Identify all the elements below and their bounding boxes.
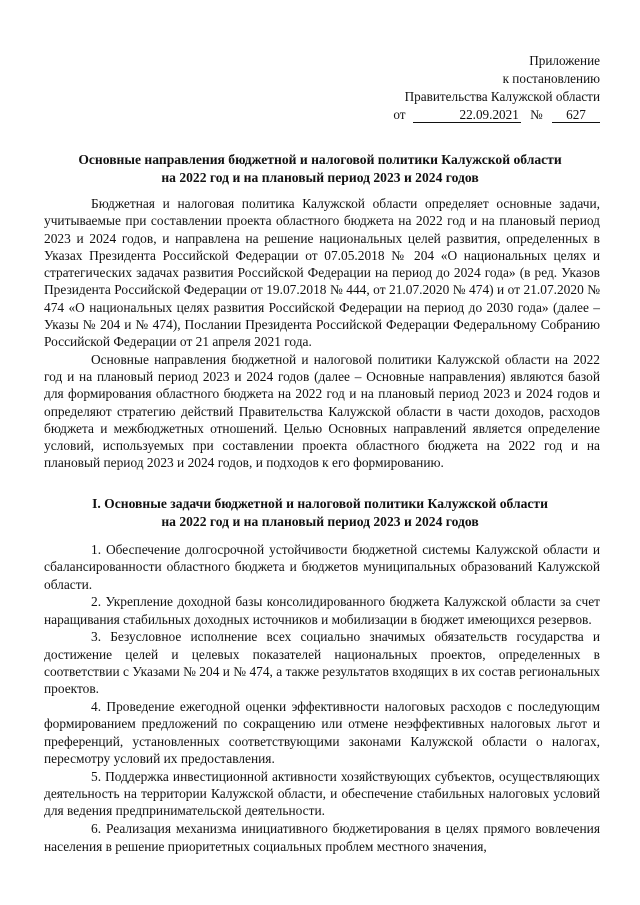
section-heading: [44, 495, 596, 531]
task-item: 1. Обеспечение долгосрочной устойчивости бюджетной системы Калужской области и сбалансированности областного бюджета и бюджетов муниципальных образований Калужской области.: [44, 542, 600, 592]
section-heading-line1: I. Основные задачи бюджетной и налоговой политики Калужской области: [92, 496, 548, 511]
intro-section: [44, 195, 600, 472]
appendix-label: Приложение: [529, 53, 600, 68]
task-item: 2. Укрепление доходной базы консолидированного бюджета Калужской области за счет наращивания стабильных доходных источников и мобилизации в бюджет имеющихся резервов.: [44, 594, 600, 627]
document-title-line1: Основные направления бюджетной и налоговой политики Калужской области: [78, 152, 562, 167]
task-item: 3. Безусловное исполнение всех социально значимых обязательств государства и достижение целей и целевых показателей национальных проектов, определенных в соответствии с Указами № 204 и № 474, а также результатов входящих в их состав региональных проектов.: [44, 629, 600, 697]
appendix-block: [393, 52, 600, 124]
intro-paragraph-1: Бюджетная и налоговая политика Калужской области определяет основные задачи, учитываемые при составлении проекта областного бюджета на 2022 год и на плановый период 2023 и 2024 годов, и направлена на решение национальных целей развития, определенных в Указах Президента Российской Федерации от 07.05.2018 № 204 «О национальных целях и стратегических задачах развития Российской Федерации на период до 2024 года» (в ред. Указов Президента Российской Федерации от 19.07.2018 № 444, от 21.07.2020 № 474) и от 21.07.2020 № 474 «О национальных целях развития Российской Федерации на период до 2030 года» (далее – Указы № 204 и № 474), Послании Президента Российской Федерации Федеральному Собранию Российской Федерации от 21 апреля 2021 года.: [44, 196, 600, 350]
task-item: 6. Реализация механизма инициативного бюджетирования в целях прямого вовлечения населения в решение приоритетных социальных проблем местного значения,: [44, 821, 600, 854]
task-item: 4. Проведение ежегодной оценки эффективности налоговых расходов с последующим формированием предложений по сокращению или отмене неэффективных налоговых льгот и преференций, установленных соответствующими законами Калужской области о налогах, пересмотру условий их предоставления.: [44, 699, 600, 767]
task-item: 5. Поддержка инвестиционной активности хозяйствующих субъектов, осуществляющих деятельность на территории Калужской области, и обеспечение стабильных налоговых условий для ведения предпринимательской деятельности.: [44, 768, 600, 819]
document-title-line2: на 2022 год и на плановый период 2023 и 2024 годов: [161, 170, 479, 185]
appendix-government: Правительства Калужской области: [404, 89, 600, 104]
section-heading-line2: на 2022 год и на плановый период 2023 и 2024 годов: [161, 514, 479, 529]
number-sign: №: [530, 107, 543, 122]
resolution-number: 627: [552, 108, 600, 123]
appendix-date-line: [393, 106, 600, 124]
appendix-resolution: к постановлению: [502, 71, 600, 86]
resolution-date: 22.09.2021: [413, 108, 521, 123]
intro-paragraph-2: Основные направления бюджетной и налоговой политики Калужской области на 2022 год и на плановый период 2023 и 2024 годов (далее – Основные направления) являются базой для формирования областного бюджета на 2022 год и на плановый период 2023 и 2024 годов и определяют стратегию действий Правительства Калужской области в части доходов, расходов бюджета и межбюджетных отношений. Целью Основных направлений является определение условий, используемых при составлении проекта областного бюджета на 2022 год и на плановый период 2023 и 2024 годов, и подходов к его формированию.: [44, 351, 600, 471]
date-prefix: от: [393, 107, 406, 122]
tasks-list: [44, 541, 600, 855]
document-title: [44, 151, 596, 187]
